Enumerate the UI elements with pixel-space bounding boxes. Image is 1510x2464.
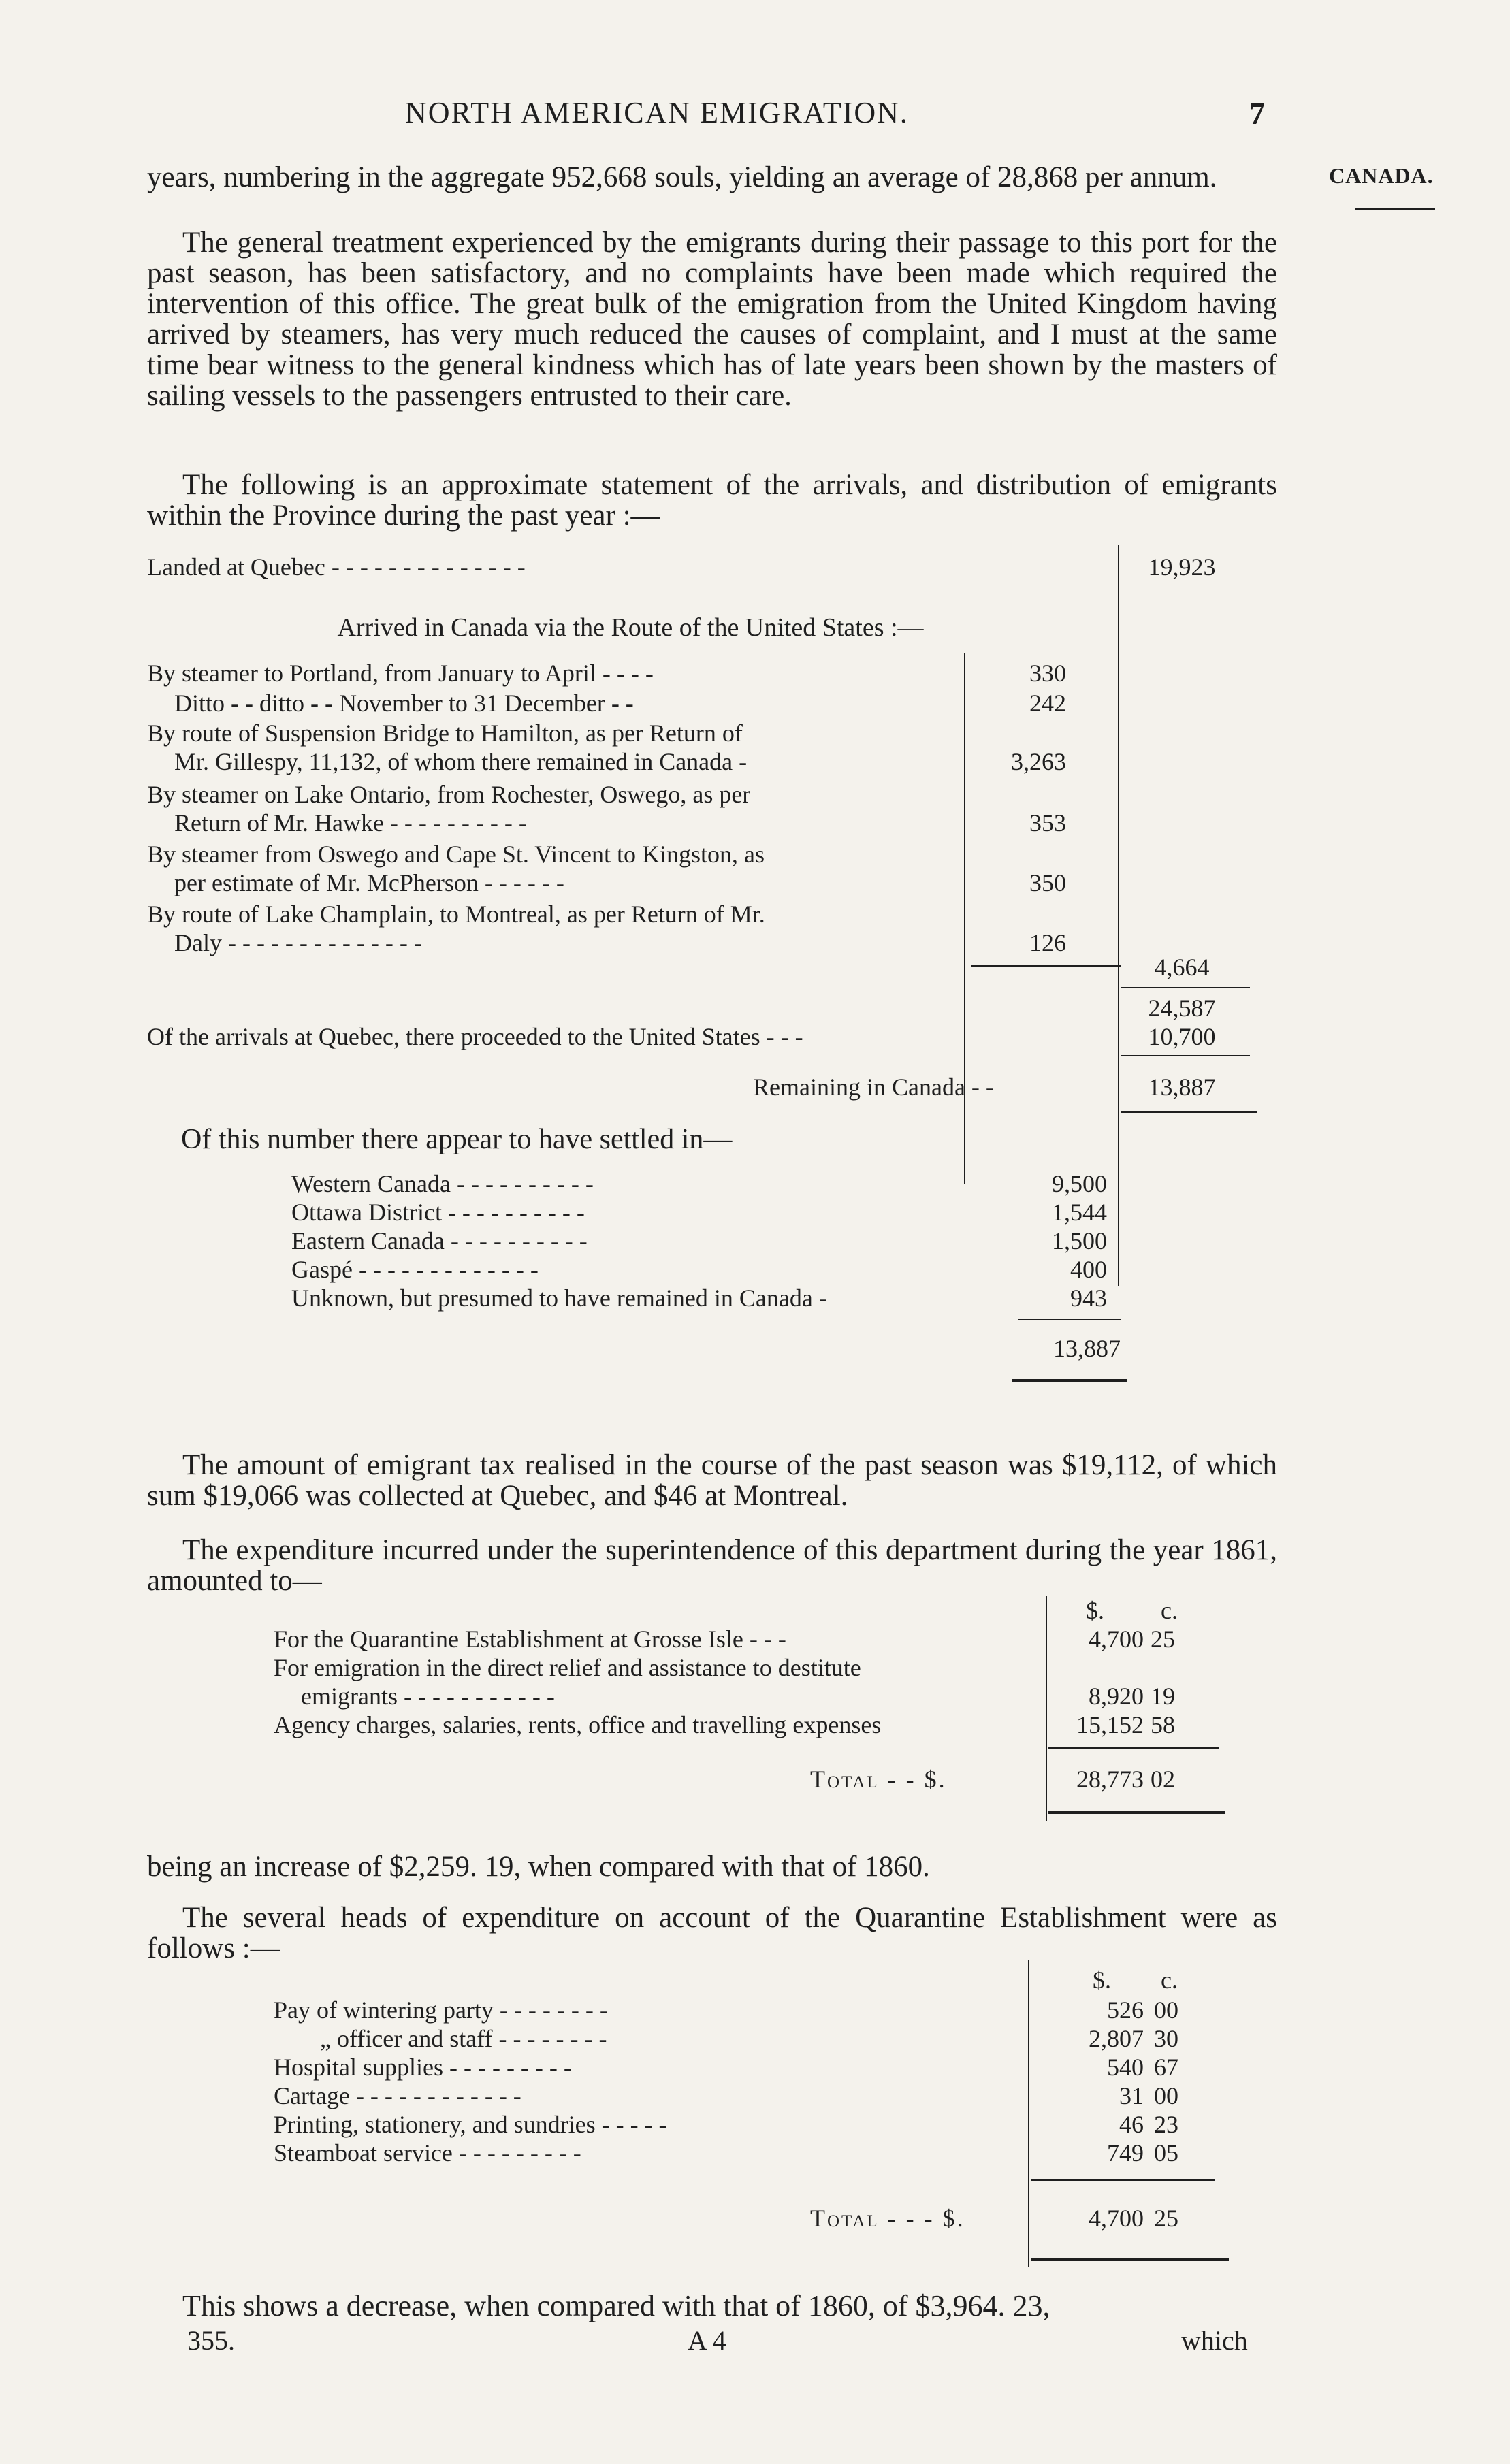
- quarantine-item: Cartage - - - - - - - - - - - -: [274, 2082, 521, 2109]
- expenditure-dollars: 4,700: [1089, 1625, 1144, 1653]
- dollar-header: $.: [1093, 1966, 1111, 1994]
- expenditure-dollars: 15,152: [1076, 1711, 1144, 1738]
- remaining-value: 13,887: [1148, 1073, 1216, 1101]
- quarantine-dollars: 2,807: [1089, 2025, 1144, 2052]
- via-value: 350: [1029, 869, 1066, 896]
- quarantine-rule: [1031, 2179, 1215, 2181]
- paragraph-expenditure-intro: The expenditure incurred under the superintendence of this department during the year 1861, amounted to—: [147, 1534, 1277, 1597]
- settled-rule: [1018, 1319, 1121, 1320]
- paragraph-increase: being an increase of $2,259. 19, when compared with that of 1860.: [147, 1851, 930, 1883]
- quarantine-cents: 23: [1154, 2111, 1178, 2138]
- diff-rule: [1121, 1055, 1250, 1056]
- via-value: 330: [1029, 660, 1066, 687]
- settled-item: Eastern Canada - - - - - - - - - -: [291, 1227, 588, 1254]
- quarantine-total-dollars: 4,700: [1089, 2205, 1144, 2232]
- quarantine-dollars: 749: [1107, 2139, 1144, 2167]
- via-value: 353: [1029, 809, 1066, 837]
- via-item: By steamer to Portland, from January to April - - - -: [147, 660, 654, 687]
- quarantine-total-cents: 25: [1154, 2205, 1178, 2232]
- expenditure-item: For the Quarantine Establishment at Grosse Isle - - -: [274, 1625, 786, 1653]
- page-number: 7: [1249, 96, 1265, 131]
- subtotal-rule: [971, 965, 1121, 967]
- sum-rule: [1121, 987, 1250, 988]
- column-rule: [1028, 1960, 1029, 2267]
- expenditure-item: Agency charges, salaries, rents, office and travelling expenses: [274, 1711, 882, 1738]
- expenditure-cents: 19: [1151, 1683, 1175, 1710]
- page-header: [0, 95, 1510, 136]
- settled-value: 9,500: [1052, 1170, 1107, 1197]
- settled-total: 13,887: [1053, 1335, 1121, 1362]
- expenditure-total-rule: [1048, 1811, 1225, 1814]
- expenditure-table: [266, 1596, 1232, 1821]
- via-item-cont: Mr. Gillespy, 11,132, of whom there remained in Canada -: [174, 748, 748, 775]
- settled-item: Unknown, but presumed to have remained in Canada -: [291, 1284, 827, 1312]
- settled-value: 943: [1070, 1284, 1107, 1312]
- quarantine-dollars: 46: [1119, 2111, 1144, 2138]
- paragraph-tax: The amount of emigrant tax realised in the course of the past season was $19,112, of which sum $19,066 was collected at Quebec, and $46 at Montreal.: [147, 1449, 1277, 1512]
- remaining-label: Remaining in Canada - -: [753, 1073, 994, 1101]
- via-value: 242: [1029, 690, 1066, 717]
- expenditure-cents: 25: [1151, 1625, 1175, 1653]
- expenditure-item: For emigration in the direct relief and assistance to destitute: [274, 1654, 861, 1681]
- margin-note: CANADA.: [1329, 163, 1434, 188]
- paragraph-quarantine-intro: The several heads of expenditure on account of the Quarantine Establishment were as follows :—: [147, 1902, 1277, 1964]
- us-value: 10,700: [1148, 1023, 1216, 1050]
- paragraph-aggregate: years, numbering in the aggregate 952,668 souls, yielding an average of 28,868 per annum.: [147, 161, 1217, 193]
- settled-item: Ottawa District - - - - - - - - - -: [291, 1199, 585, 1226]
- landed-label: Landed at Quebec - - - - - - - - - - - - - -: [147, 553, 526, 581]
- column-rule: [1046, 1596, 1047, 1821]
- footer-left: 355.: [187, 2325, 235, 2356]
- expenditure-rule: [1048, 1747, 1219, 1749]
- settled-value: 400: [1070, 1256, 1107, 1283]
- running-title: NORTH AMERICAN EMIGRATION.: [405, 96, 909, 129]
- via-item: By steamer from Oswego and Cape St. Vincent to Kingston, as: [147, 841, 765, 868]
- via-item: By route of Lake Champlain, to Montreal, as per Return of Mr.: [147, 901, 765, 928]
- settled-total-rule: [1012, 1379, 1127, 1382]
- expenditure-total-dollars: 28,773: [1076, 1766, 1144, 1793]
- quarantine-cents: 67: [1154, 2054, 1178, 2081]
- via-item-cont: per estimate of Mr. McPherson - - - - - -: [174, 869, 564, 896]
- quarantine-item: „ officer and staff - - - - - - - -: [320, 2025, 607, 2052]
- quarantine-cents: 30: [1154, 2025, 1178, 2052]
- quarantine-cents: 00: [1154, 2082, 1178, 2109]
- via-heading: Arrived in Canada via the Route of the United States :—: [337, 613, 924, 642]
- catchword: which: [1181, 2325, 1248, 2356]
- cents-header: c.: [1161, 1597, 1178, 1624]
- via-total: 4,664: [1154, 954, 1210, 981]
- quarantine-dollars: 540: [1107, 2054, 1144, 2081]
- settled-value: 1,500: [1052, 1227, 1107, 1254]
- via-item: By route of Suspension Bridge to Hamilton, as per Return of: [147, 719, 743, 747]
- quarantine-item: Pay of wintering party - - - - - - - -: [274, 1996, 608, 2024]
- paragraph-statement-intro: The following is an approximate statement of the arrivals, and distribution of emigrants within the Province during the past year :—: [147, 469, 1277, 532]
- quarantine-total-rule: [1031, 2258, 1229, 2261]
- expenditure-dollars: 8,920: [1089, 1683, 1144, 1710]
- quarantine-item: Steamboat service - - - - - - - - -: [274, 2139, 581, 2167]
- sub-column-rule: [964, 653, 965, 1184]
- us-label: Of the arrivals at Quebec, there proceeded to the United States - - -: [147, 1023, 803, 1050]
- settled-value: 1,544: [1052, 1199, 1107, 1226]
- expenditure-total-cents: 02: [1151, 1766, 1175, 1793]
- quarantine-dollars: 526: [1107, 1996, 1144, 2024]
- margin-rule: [1355, 208, 1435, 210]
- column-rule: [1118, 545, 1119, 1286]
- arrivals-table: [147, 545, 1264, 1443]
- settled-heading: Of this number there appear to have settled in—: [181, 1124, 733, 1155]
- settled-item: Gaspé - - - - - - - - - - - - -: [291, 1256, 539, 1283]
- expenditure-item-cont: emigrants - - - - - - - - - - -: [301, 1683, 555, 1710]
- grand-total: 24,587: [1148, 994, 1216, 1022]
- landed-value: 19,923: [1148, 553, 1216, 581]
- settled-item: Western Canada - - - - - - - - - -: [291, 1170, 594, 1197]
- quarantine-dollars: 31: [1119, 2082, 1144, 2109]
- paragraph-decrease: This shows a decrease, when compared with that of 1860, of $3,964. 23,: [182, 2289, 1050, 2322]
- via-value: 126: [1029, 929, 1066, 956]
- paragraph-treatment: The general treatment experienced by the emigrants during their passage to this port for the past season, has been satisfactory, and no complaints have been made which required the intervention of this office. The great bulk of the emigration from the United Kingdom having arrived by steamers, has very much reduced the causes of complaint, and I must at the same time bear witness to the general kindness which has of late years been shown by the masters of sailing vessels to the passengers entrusted to their care.: [147, 227, 1277, 412]
- via-item-cont: Daly - - - - - - - - - - - - - -: [174, 929, 422, 956]
- via-value: 3,263: [1011, 748, 1066, 775]
- quarantine-cents: 05: [1154, 2139, 1178, 2167]
- quarantine-table: [266, 1960, 1232, 2267]
- remaining-rule: [1121, 1111, 1257, 1113]
- expenditure-total-label: Total - - $.: [810, 1766, 947, 1793]
- expenditure-cents: 58: [1151, 1711, 1175, 1738]
- signature-mark: A 4: [688, 2325, 726, 2356]
- via-item: By steamer on Lake Ontario, from Rochester, Oswego, as per: [147, 781, 751, 808]
- quarantine-item: Printing, stationery, and sundries - - - - -: [274, 2111, 667, 2138]
- quarantine-total-label: Total - - - $.: [810, 2205, 965, 2232]
- dollar-header: $.: [1086, 1597, 1104, 1624]
- quarantine-item: Hospital supplies - - - - - - - - -: [274, 2054, 572, 2081]
- via-item-cont: Return of Mr. Hawke - - - - - - - - - -: [174, 809, 527, 837]
- cents-header: c.: [1161, 1966, 1178, 1994]
- quarantine-cents: 00: [1154, 1996, 1178, 2024]
- via-item: Ditto - - ditto - - November to 31 December - -: [174, 690, 634, 717]
